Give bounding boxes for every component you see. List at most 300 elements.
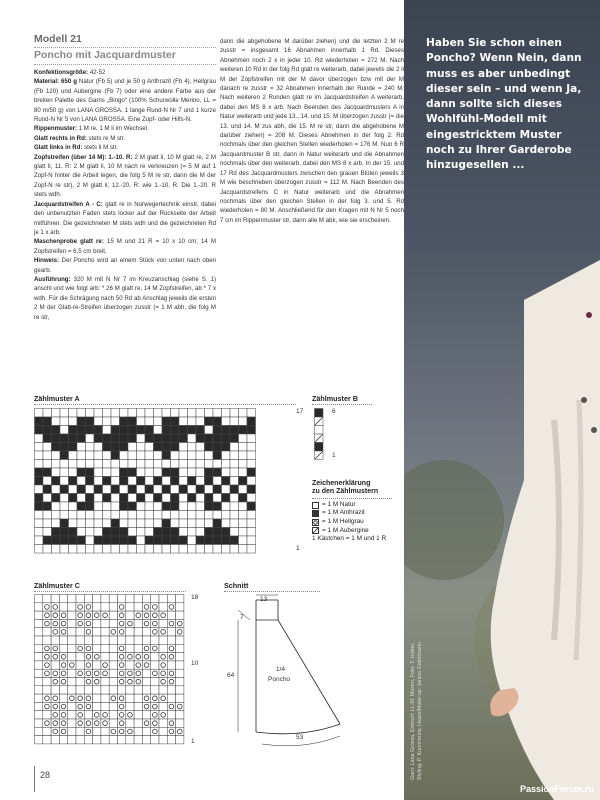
photo-panel xyxy=(404,0,600,800)
chart-cell xyxy=(51,669,59,677)
chart-cell xyxy=(35,468,44,477)
chart-cell xyxy=(52,409,61,418)
chart-cell xyxy=(171,502,180,511)
chart-cell xyxy=(145,494,154,503)
chart-cell xyxy=(151,719,159,727)
chart-cell xyxy=(43,528,52,537)
chart-cell xyxy=(239,477,248,486)
chart-cell xyxy=(60,409,69,418)
chart-cell xyxy=(93,603,101,611)
chart-cell xyxy=(35,494,44,503)
chart-cell xyxy=(128,451,137,460)
chart-cell xyxy=(68,595,76,603)
chart-cell xyxy=(205,426,214,435)
chart-cell xyxy=(145,545,154,554)
chart-cell xyxy=(179,460,188,469)
chart-cell xyxy=(94,451,103,460)
chart-cell xyxy=(52,443,61,452)
chart-cell xyxy=(171,485,180,494)
chart-a-row-bottom: 1 xyxy=(296,545,300,552)
chart-cell xyxy=(101,678,109,686)
chart-cell xyxy=(118,669,126,677)
chart-cell xyxy=(43,603,51,611)
chart-cell xyxy=(179,426,188,435)
chart-cell xyxy=(35,545,44,554)
chart-cell xyxy=(101,619,109,627)
chart-cell xyxy=(159,736,167,744)
chart-cell xyxy=(179,536,188,545)
chart-cell xyxy=(247,528,256,537)
chart-cell xyxy=(126,628,134,636)
instruction-label: Glatt links in Rd: xyxy=(34,144,83,152)
chart-cell xyxy=(109,694,117,702)
chart-cell xyxy=(52,536,61,545)
chart-cell xyxy=(94,494,103,503)
chart-cell xyxy=(176,644,184,652)
chart-cell xyxy=(59,736,67,744)
chart-cell xyxy=(134,694,142,702)
chart-cell xyxy=(103,528,112,537)
chart-cell xyxy=(126,736,134,744)
chart-cell xyxy=(134,644,142,652)
chart-cell xyxy=(109,661,117,669)
chart-cell xyxy=(51,603,59,611)
chart-cell xyxy=(35,595,43,603)
chart-cell xyxy=(93,644,101,652)
chart-cell xyxy=(101,603,109,611)
chart-cell xyxy=(118,686,126,694)
chart-cell xyxy=(205,468,214,477)
chart-cell xyxy=(35,451,44,460)
chart-cell xyxy=(59,603,67,611)
chart-cell xyxy=(222,494,231,503)
chart-cell xyxy=(222,426,231,435)
chart-cell xyxy=(111,545,120,554)
chart-cell xyxy=(77,460,86,469)
chart-cell xyxy=(188,528,197,537)
chart-cell xyxy=(43,536,52,545)
chart-cell xyxy=(109,678,117,686)
chart-cell xyxy=(68,736,76,744)
instruction-paragraph xyxy=(34,77,216,124)
chart-cell xyxy=(137,485,146,494)
chart-cell xyxy=(60,451,69,460)
chart-cell xyxy=(101,694,109,702)
chart-cell xyxy=(76,661,84,669)
chart-cell xyxy=(69,417,78,426)
chart-cell xyxy=(315,443,324,452)
chart-cell xyxy=(43,611,51,619)
instruction-text: 320 M mit N Nr 7 im Kreuzanschlag (siehe S. 1) anschl und wie folgt arb: * 26 M glatt re, 14 M Zopfstreifen, ab * 7 x wdh. Für die Schrägung nach 50 Rd ab Anschlag jeweils die ersten 2 M der Glatt-re-Streifen überzogen zusstr (= 1 M abh, die folg M re str, xyxy=(34,275,216,321)
divider xyxy=(312,404,372,405)
chart-cell xyxy=(52,434,61,443)
chart-cell xyxy=(126,619,134,627)
instruction-label: Material: 650 g xyxy=(34,78,77,86)
chart-cell xyxy=(222,545,231,554)
chart-cell xyxy=(59,636,67,644)
chart-cell xyxy=(43,628,51,636)
chart-cell xyxy=(109,603,117,611)
chart-cell xyxy=(176,595,184,603)
chart-cell xyxy=(93,661,101,669)
chart-cell xyxy=(118,653,126,661)
chart-cell xyxy=(167,644,175,652)
chart-cell xyxy=(103,485,112,494)
chart-cell xyxy=(196,528,205,537)
chart-cell xyxy=(43,477,52,486)
chart-cell xyxy=(86,545,95,554)
chart-cell xyxy=(151,611,159,619)
chart-cell xyxy=(120,417,129,426)
chart-cell xyxy=(52,502,61,511)
chart-cell xyxy=(68,702,76,710)
photo-headline: Haben Sie schon einen Poncho? Wenn Nein, dann muss es aber unbedingt dieser sein – und wenn Ja, dann sollte sich dieses Wohlfühl-Modell mit eingestricktem Muster noch zu Ihrer Garderobe hinzugesellen ... xyxy=(426,37,582,172)
chart-cell xyxy=(69,426,78,435)
chart-cell xyxy=(68,719,76,727)
chart-cell xyxy=(188,477,197,486)
chart-cell xyxy=(137,511,146,520)
chart-cell xyxy=(43,519,52,528)
chart-cell xyxy=(247,502,256,511)
chart-cell xyxy=(222,536,231,545)
chart-cell xyxy=(205,434,214,443)
chart-cell xyxy=(43,443,52,452)
chart-cell xyxy=(126,611,134,619)
chart-cell xyxy=(230,443,239,452)
chart-cell xyxy=(213,451,222,460)
chart-cell xyxy=(154,426,163,435)
chart-cell xyxy=(162,460,171,469)
chart-cell xyxy=(59,661,67,669)
chart-cell xyxy=(179,528,188,537)
chart-cell xyxy=(159,653,167,661)
chart-cell xyxy=(154,511,163,520)
chart-cell xyxy=(111,434,120,443)
chart-cell xyxy=(69,511,78,520)
chart-cell xyxy=(43,644,51,652)
chart-cell xyxy=(35,653,43,661)
chart-cell xyxy=(247,536,256,545)
chart-cell xyxy=(171,417,180,426)
anthrazit-swatch xyxy=(312,510,319,517)
chart-cell xyxy=(35,661,43,669)
chart-cell xyxy=(171,451,180,460)
chart-cell xyxy=(196,494,205,503)
chart-cell xyxy=(59,611,67,619)
chart-cell xyxy=(151,694,159,702)
instruction-paragraph xyxy=(34,153,216,200)
chart-cell xyxy=(35,511,44,520)
instruction-text: 1 M re, 1 M li im Wechsel. xyxy=(77,125,149,133)
chart-cell xyxy=(162,451,171,460)
chart-cell xyxy=(247,409,256,418)
chart-cell xyxy=(247,545,256,554)
chart-cell xyxy=(171,494,180,503)
chart-cell xyxy=(35,417,44,426)
chart-cell xyxy=(68,653,76,661)
chart-cell xyxy=(134,611,142,619)
chart-cell xyxy=(247,434,256,443)
chart-cell xyxy=(137,528,146,537)
chart-cell xyxy=(167,678,175,686)
chart-cell xyxy=(188,511,197,520)
chart-cell xyxy=(120,485,129,494)
chart-cell xyxy=(59,619,67,627)
chart-cell xyxy=(103,545,112,554)
chart-cell xyxy=(69,451,78,460)
chart-cell xyxy=(93,636,101,644)
chart-cell xyxy=(176,678,184,686)
chart-cell xyxy=(76,653,84,661)
chart-cell xyxy=(137,545,146,554)
chart-cell xyxy=(315,426,324,435)
chart-cell xyxy=(134,686,142,694)
chart-cell xyxy=(247,451,256,460)
chart-cell xyxy=(43,636,51,644)
chart-cell xyxy=(179,494,188,503)
chart-cell xyxy=(103,536,112,545)
model-title: Modell 21 xyxy=(34,33,82,45)
schnitt-height-measure: 64 xyxy=(227,672,235,679)
chart-cell xyxy=(128,536,137,545)
chart-cell xyxy=(101,727,109,735)
chart-cell xyxy=(151,644,159,652)
chart-cell xyxy=(154,468,163,477)
chart-cell xyxy=(35,434,44,443)
chart-cell xyxy=(230,434,239,443)
chart-cell xyxy=(43,409,52,418)
chart-cell xyxy=(188,502,197,511)
chart-cell xyxy=(109,628,117,636)
chart-cell xyxy=(120,434,129,443)
chart-cell xyxy=(77,417,86,426)
aubergine-swatch xyxy=(312,527,319,534)
instruction-label: Ausführung: xyxy=(34,275,71,283)
chart-cell xyxy=(128,477,137,486)
instruction-paragraph xyxy=(34,256,216,275)
chart-cell xyxy=(111,409,120,418)
chart-cell xyxy=(167,653,175,661)
chart-cell xyxy=(52,485,61,494)
chart-cell xyxy=(35,678,43,686)
chart-cell xyxy=(222,528,231,537)
chart-cell xyxy=(239,434,248,443)
chart-cell xyxy=(142,611,150,619)
chart-cell xyxy=(145,511,154,520)
chart-cell xyxy=(222,434,231,443)
chart-cell xyxy=(142,719,150,727)
chart-cell xyxy=(43,545,52,554)
chart-cell xyxy=(151,619,159,627)
chart-cell xyxy=(43,494,52,503)
chart-cell xyxy=(103,443,112,452)
chart-cell xyxy=(162,477,171,486)
chart-cell xyxy=(162,545,171,554)
chart-cell xyxy=(111,426,120,435)
chart-cell xyxy=(59,719,67,727)
chart-cell xyxy=(84,653,92,661)
instruction-text: 15 M und 21 R = 10 x 10 cm; 14 M Zopfstreifen = 6,5 cm breit. xyxy=(34,238,216,255)
chart-cell xyxy=(167,719,175,727)
chart-cell xyxy=(109,636,117,644)
chart-cell xyxy=(109,611,117,619)
chart-cell xyxy=(134,669,142,677)
chart-cell xyxy=(109,727,117,735)
chart-cell xyxy=(35,711,43,719)
chart-cell xyxy=(154,409,163,418)
chart-cell xyxy=(103,468,112,477)
chart-cell xyxy=(222,443,231,452)
chart-cell xyxy=(151,603,159,611)
chart-cell xyxy=(86,443,95,452)
chart-cell xyxy=(60,460,69,469)
chart-cell xyxy=(60,545,69,554)
chart-cell xyxy=(176,653,184,661)
chart-cell xyxy=(84,727,92,735)
chart-cell xyxy=(222,409,231,418)
chart-cell xyxy=(84,686,92,694)
chart-cell xyxy=(59,669,67,677)
chart-cell xyxy=(101,669,109,677)
chart-cell xyxy=(154,485,163,494)
chart-cell xyxy=(142,702,150,710)
chart-cell xyxy=(76,603,84,611)
chart-cell xyxy=(77,477,86,486)
divider xyxy=(34,64,216,65)
chart-cell xyxy=(51,636,59,644)
chart-cell xyxy=(179,417,188,426)
chart-cell xyxy=(196,443,205,452)
chart-cell xyxy=(126,678,134,686)
chart-cell xyxy=(159,669,167,677)
chart-cell xyxy=(93,653,101,661)
chart-cell xyxy=(77,434,86,443)
chart-cell xyxy=(142,694,150,702)
chart-cell xyxy=(167,702,175,710)
chart-cell xyxy=(94,519,103,528)
divider xyxy=(34,766,35,792)
chart-cell xyxy=(101,719,109,727)
chart-cell xyxy=(151,702,159,710)
chart-cell xyxy=(51,736,59,744)
chart-cell xyxy=(84,736,92,744)
chart-cell xyxy=(109,711,117,719)
chart-cell xyxy=(134,628,142,636)
chart-cell xyxy=(239,502,248,511)
chart-cell xyxy=(93,669,101,677)
chart-cell xyxy=(43,686,51,694)
chart-cell xyxy=(77,502,86,511)
chart-cell xyxy=(162,502,171,511)
chart-cell xyxy=(77,443,86,452)
chart-cell xyxy=(60,502,69,511)
chart-cell xyxy=(86,434,95,443)
chart-cell xyxy=(52,468,61,477)
chart-cell xyxy=(239,545,248,554)
chart-cell xyxy=(86,426,95,435)
instruction-text: stets re M str. xyxy=(86,134,126,142)
chart-cell xyxy=(35,636,43,644)
chart-cell xyxy=(162,528,171,537)
chart-cell xyxy=(145,519,154,528)
chart-cell xyxy=(60,426,69,435)
chart-cell xyxy=(151,736,159,744)
hellgrau-swatch xyxy=(312,519,319,526)
legend-label: = 1 M Aubergine xyxy=(322,526,369,534)
chart-cell xyxy=(84,619,92,627)
chart-cell xyxy=(120,477,129,486)
chart-cell xyxy=(109,595,117,603)
chart-cell xyxy=(68,619,76,627)
chart-cell xyxy=(196,409,205,418)
chart-cell xyxy=(222,519,231,528)
chart-cell xyxy=(35,485,44,494)
chart-cell xyxy=(35,528,44,537)
chart-cell xyxy=(93,727,101,735)
chart-cell xyxy=(51,595,59,603)
chart-cell xyxy=(239,426,248,435)
chart-cell xyxy=(118,711,126,719)
chart-cell xyxy=(126,686,134,694)
chart-cell xyxy=(162,485,171,494)
chart-cell xyxy=(188,460,197,469)
chart-cell xyxy=(118,694,126,702)
chart-cell xyxy=(52,477,61,486)
chart-cell xyxy=(43,719,51,727)
chart-cell xyxy=(77,451,86,460)
chart-cell xyxy=(142,669,150,677)
chart-cell xyxy=(196,477,205,486)
chart-cell xyxy=(60,519,69,528)
chart-a-title: Zählmuster A xyxy=(34,394,80,403)
chart-cell xyxy=(176,702,184,710)
chart-cell xyxy=(154,545,163,554)
chart-cell xyxy=(76,727,84,735)
chart-cell xyxy=(162,409,171,418)
chart-cell xyxy=(69,434,78,443)
chart-cell xyxy=(230,519,239,528)
chart-cell xyxy=(43,595,51,603)
chart-cell xyxy=(35,619,43,627)
chart-cell xyxy=(93,736,101,744)
chart-cell xyxy=(137,494,146,503)
chart-cell xyxy=(142,727,150,735)
chart-cell xyxy=(103,426,112,435)
chart-cell xyxy=(230,485,239,494)
chart-cell xyxy=(103,451,112,460)
instruction-label: Rippenmuster: xyxy=(34,125,77,133)
chart-cell xyxy=(77,545,86,554)
chart-cell xyxy=(51,678,59,686)
chart-cell xyxy=(68,686,76,694)
chart-cell xyxy=(179,502,188,511)
chart-cell xyxy=(167,686,175,694)
chart-cell xyxy=(111,502,120,511)
chart-cell xyxy=(111,536,120,545)
chart-cell xyxy=(76,702,84,710)
chart-cell xyxy=(134,653,142,661)
chart-cell xyxy=(120,494,129,503)
chart-cell xyxy=(137,460,146,469)
chart-cell xyxy=(176,719,184,727)
chart-cell xyxy=(94,536,103,545)
chart-cell xyxy=(84,603,92,611)
chart-cell xyxy=(51,653,59,661)
chart-cell xyxy=(213,468,222,477)
chart-cell xyxy=(142,595,150,603)
schnitt-label-fraction: 1/4 xyxy=(276,666,286,673)
chart-cell xyxy=(35,719,43,727)
